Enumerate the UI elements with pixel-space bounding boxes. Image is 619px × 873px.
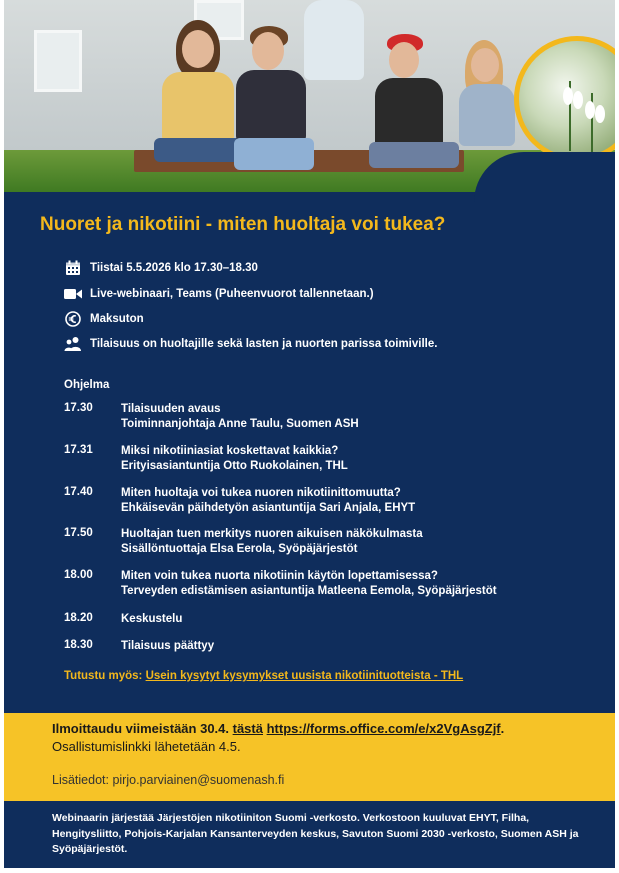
program-title: Huoltajan tuen merkitys nuoren aikuisen näkökulmasta [121, 528, 423, 540]
see-also-prefix: Tutustu myös: [64, 670, 143, 682]
program-time: 18.20 [64, 612, 93, 624]
program-speaker: Toiminnanjohtaja Anne Taulu, Suomen ASH [121, 418, 359, 430]
program-text [121, 444, 348, 474]
program-time: 17.30 [64, 402, 93, 414]
contact-info: Lisätiedot: pirjo.parviainen@suomenash.fi [52, 773, 285, 787]
see-also [64, 670, 463, 682]
people-icon [64, 335, 82, 353]
info-date-text: Tiistai 5.5.2026 klo 17.30–18.30 [90, 262, 258, 274]
info-price-text: Maksuton [90, 313, 144, 325]
organizer-footer [4, 801, 615, 868]
program-time: 18.30 [64, 639, 93, 651]
program-text [121, 569, 497, 599]
registration-url-link[interactable]: https://forms.office.com/e/x2VgAsgZjf [266, 721, 501, 736]
program-title: Keskustelu [121, 613, 183, 625]
program-title: Miten huoltaja voi tukea nuoren nikotiinittomuutta? [121, 487, 401, 499]
euro-icon [64, 310, 82, 328]
program-time: 17.40 [64, 486, 93, 498]
program-heading: Ohjelma [64, 379, 110, 391]
program-text [121, 402, 359, 432]
program-title: Tilaisuus päättyy [121, 640, 215, 652]
program-speaker: Ehkäisevän päihdetyön asiantuntija Sari Anjala, EHYT [121, 502, 416, 514]
organizer-text: Webinaarin järjestää Järjestöjen nikotiiniton Suomi -verkosto. Verkostoon kuuluvat EHYT, Filha, Hengitysliitto, Pohjois-Karjalan Kansanterveyden keskus, Savuton Suomi 2030 -verkosto, Suomen ASH ja Syöpäjärjestöt. [52, 812, 579, 855]
program-time: 17.31 [64, 444, 93, 456]
thl-faq-link[interactable]: Usein kysytyt kysymykset uusista nikotiinituotteista - THL [145, 670, 464, 682]
info-format-text: Live-webinaari, Teams (Puheenvuorot tallennetaan.) [90, 288, 374, 300]
program-speaker: Erityisasiantuntija Otto Ruokolainen, THL [121, 460, 348, 472]
info-format [64, 284, 374, 304]
registration-period: . [500, 721, 505, 736]
program-title: Miten voin tukea nuorta nikotiinin käytön lopettamisessa? [121, 570, 438, 582]
program-speaker: Terveyden edistämisen asiantuntija Matleena Eemola, Syöpäjärjestöt [121, 585, 497, 597]
registration-line [52, 721, 504, 736]
event-info-panel [4, 192, 615, 713]
registration-deadline: Ilmoittaudu viimeistään 30.4. [52, 721, 229, 736]
program-text [121, 639, 214, 654]
program-text [121, 612, 182, 627]
registration-here-link[interactable]: tästä [232, 721, 263, 736]
registration-box [4, 713, 615, 801]
info-audience-text: Tilaisuus on huoltajille sekä lasten ja nuorten parissa toimiville. [90, 338, 438, 350]
program-text [121, 486, 415, 516]
participation-link-note: Osallistumislinkki lähetetään 4.5. [52, 739, 241, 754]
video-camera-icon [64, 285, 82, 303]
calendar-icon [64, 259, 82, 277]
program-text [121, 527, 423, 557]
page-title: Nuoret ja nikotiini - miten huoltaja voi tukea? [40, 214, 446, 235]
program-time: 17.50 [64, 527, 93, 539]
program-time: 18.00 [64, 569, 93, 581]
program-title: Tilaisuuden avaus [121, 403, 221, 415]
program-title: Miksi nikotiiniasiat koskettavat kaikkia? [121, 445, 339, 457]
program-speaker: Sisällöntuottaja Elsa Eerola, Syöpäjärjestöt [121, 543, 358, 555]
info-price [64, 309, 144, 329]
info-audience [64, 334, 437, 354]
info-date [64, 258, 258, 278]
building-window [34, 30, 82, 92]
